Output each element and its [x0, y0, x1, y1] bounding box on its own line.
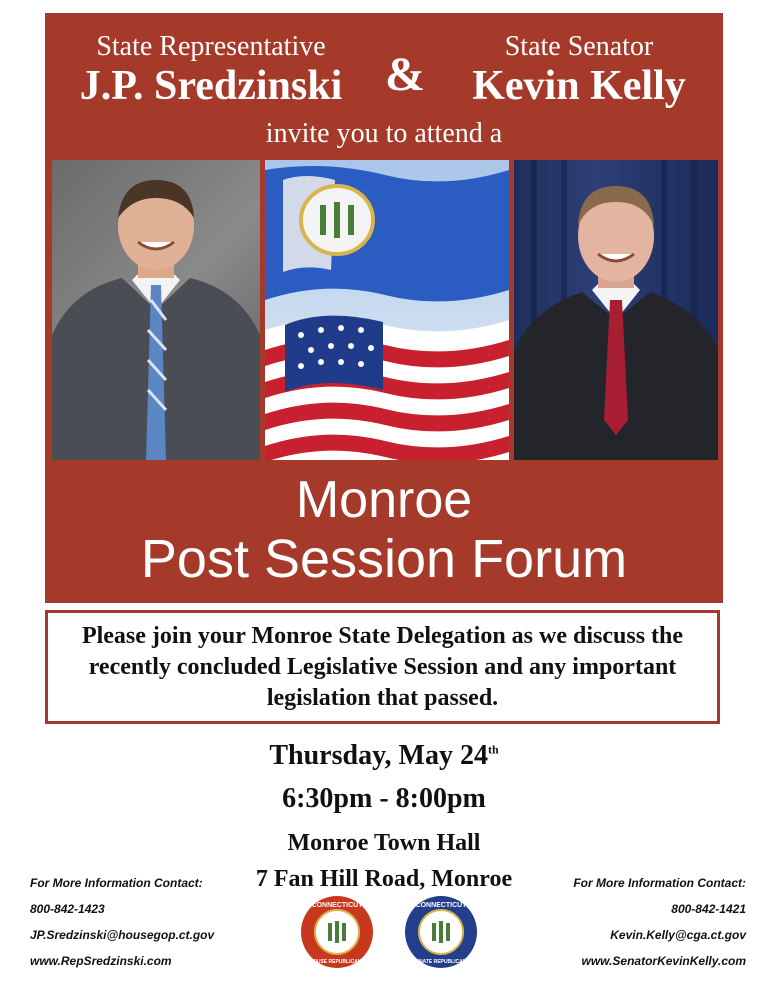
- contact-right-phone: 800-842-1421: [671, 902, 746, 916]
- representative-photo: [52, 160, 260, 460]
- contact-left: [30, 870, 270, 974]
- forum-title-line1: Monroe: [295, 471, 473, 529]
- event-date: [0, 740, 768, 772]
- contact-right-web: www.SenatorKevinKelly.com: [581, 954, 746, 968]
- senate-republicans-seal-icon: [404, 895, 478, 969]
- senate-seal-bottom-text: SENATE REPUBLICANS: [412, 959, 470, 965]
- contact-left-phone: 800-842-1423: [30, 902, 105, 916]
- contact-left-email: JP.Sredzinski@housegop.ct.gov: [30, 928, 215, 942]
- event-time: 6:30pm - 8:00pm: [282, 783, 486, 814]
- senator-photo: [514, 160, 718, 460]
- description-text: Please join your Monroe State Delegation as we discuss the recently concluded Legislative Session and any important legislation that passed.: [81, 622, 684, 711]
- ampersand: &: [385, 48, 425, 101]
- representative-role: State Representative: [96, 31, 326, 62]
- house-seal-bottom-text: HOUSE REPUBLICANS: [309, 959, 365, 965]
- forum-title: [45, 471, 723, 589]
- representative-header: [57, 31, 365, 109]
- event-date-text: Thursday, May 24: [269, 740, 488, 771]
- senator-name: Kevin Kelly: [472, 63, 686, 109]
- description-box: [45, 610, 720, 724]
- house-seal-top-text: CONNECTICUT: [311, 902, 363, 909]
- senator-header: [445, 31, 713, 109]
- flags-photo: [265, 160, 509, 460]
- event-address: 7 Fan Hill Road, Monroe: [255, 866, 513, 892]
- event-place: Monroe Town Hall: [287, 830, 481, 856]
- contact-right: [520, 870, 746, 974]
- senator-role: State Senator: [504, 31, 654, 62]
- senator-portrait-icon: [514, 160, 718, 460]
- header-banner: [45, 13, 723, 603]
- contact-left-web: www.RepSredzinski.com: [30, 954, 172, 968]
- contact-left-heading: For More Information Contact:: [30, 876, 203, 890]
- senate-seal-top-text: CONNECTICUT: [415, 902, 467, 909]
- forum-title-line2: Post Session Forum: [140, 529, 628, 589]
- representative-portrait-icon: [52, 160, 260, 460]
- flags-icon: [265, 160, 509, 460]
- invite-text: invite you to attend a: [265, 118, 503, 149]
- contact-right-heading: For More Information Contact:: [573, 876, 746, 890]
- house-republicans-seal-icon: [300, 895, 374, 969]
- contact-right-email: Kevin.Kelly@cga.ct.gov: [610, 928, 746, 942]
- representative-name: J.P. Sredzinski: [79, 63, 343, 109]
- event-date-suffix: th: [487, 742, 499, 757]
